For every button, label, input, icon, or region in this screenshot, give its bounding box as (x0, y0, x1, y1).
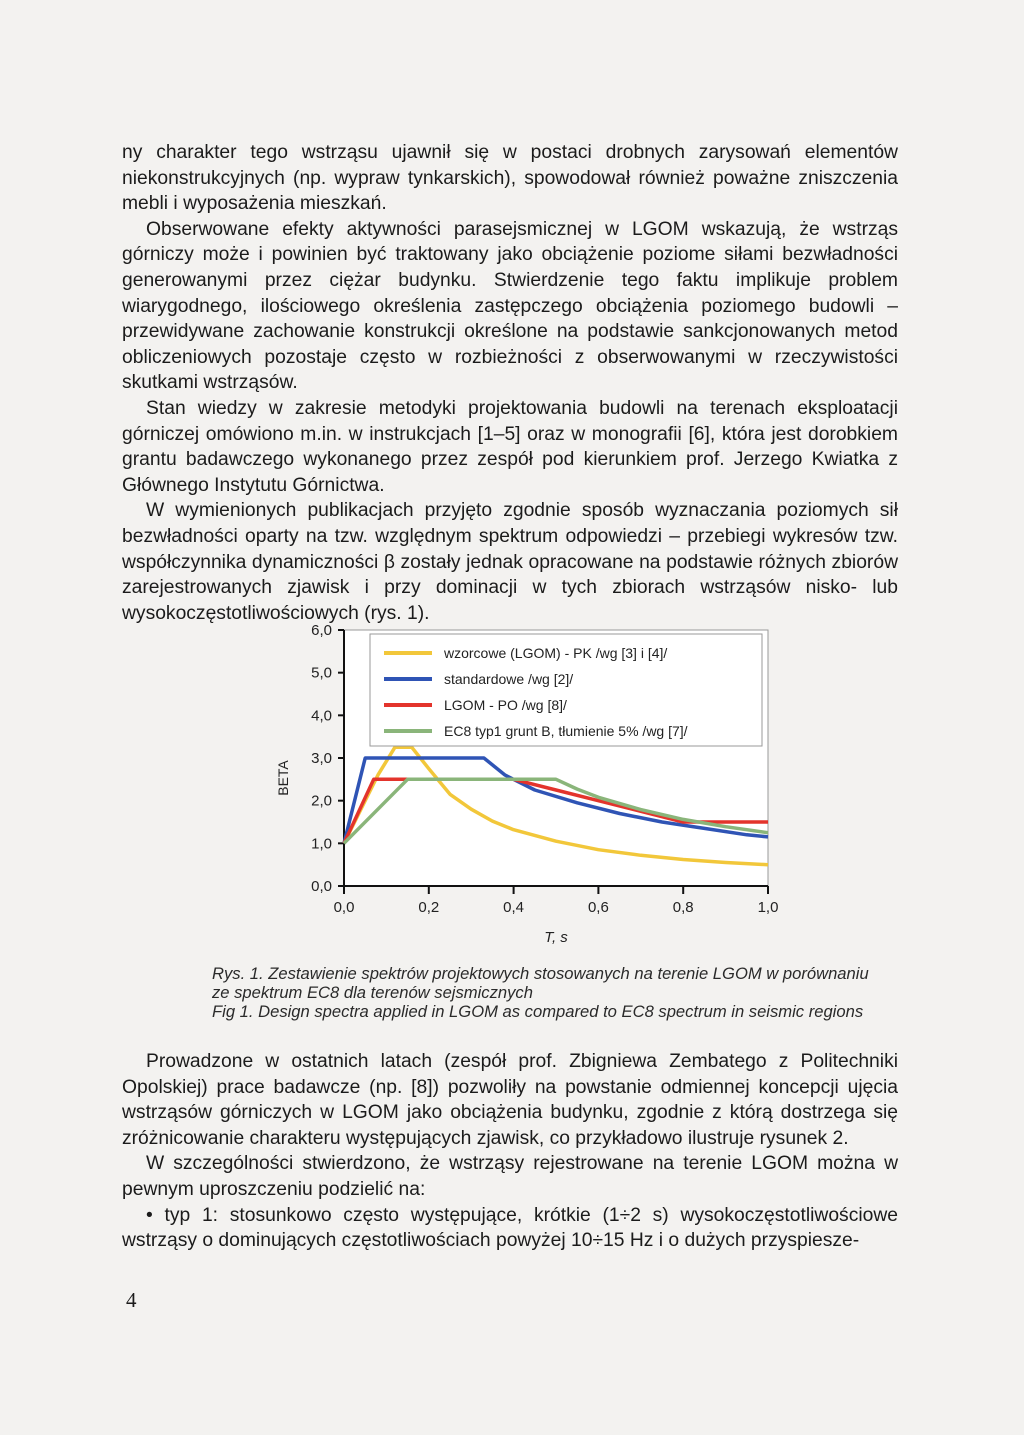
x-tick-label: 1,0 (757, 899, 779, 916)
y-axis-label: BETA (275, 760, 291, 796)
paragraph-1: ny charakter tego wstrząsu ujawnił się w postaci drobnych zarysowań elementów niekonstrukcyjnych (np. wypraw tynkarskich), spowodował również poważne zniszczenia mebli i wyposażenia mieszkań. (122, 142, 898, 215)
y-tick-label: 2,0 (311, 792, 332, 810)
body-text-bottom (122, 1049, 898, 1254)
y-tick-label: 5,0 (311, 664, 332, 682)
legend-label: EC8 typ1 grunt B, tłumienie 5% /wg [7]/ (444, 723, 688, 739)
x-tick-label: 0,6 (587, 899, 609, 916)
x-tick-label: 0,2 (418, 899, 440, 916)
y-tick-label: 4,0 (311, 707, 332, 725)
spectra-chart (260, 614, 800, 960)
caption-line-3: Fig 1. Design spectra applied in LGOM as compared to EC8 spectrum in seismic regions (212, 1002, 864, 1021)
figure-caption (212, 964, 912, 1021)
paragraph-2: Obserwowane efekty aktywności parasejsmicznej w LGOM wskazują, że wstrząs górniczy może i powinien być traktowany jako obciążenie poziome siłami bezwładności generowanymi przez ciężar budynku. Stwierdzenie tego faktu implikuje problem wiarygodnego, ilościowego określenia zastępczego obciążenia poziomego budowli – przewidywane zachowanie konstrukcji określone na podstawie sankcjonowanych metod obliczeniowych pozostaje często w rozbieżności z obserwowanymi w rzeczywistości skutkami wstrząsów. (122, 218, 898, 394)
y-tick-label: 6,0 (311, 622, 332, 639)
paragraph-6: W szczególności stwierdzono, że wstrząsy rejestrowane na terenie LGOM można w pewnym uproszczeniu podzielić na: (122, 1153, 898, 1200)
paragraph-5: Prowadzone w ostatnich latach (zespół prof. Zbigniewa Zembatego z Politechniki Opolskiej) prace badawcze (np. [8]) pozwoliły na powstanie odmiennej koncepcji ujęcia wstrząsów górniczych w LGOM jako obciążenia budynku, zgodnie z którą dostrzega się zróżnicowanie charakteru występujących zjawisk, co przykładowo ilustruje rysunek 2. (122, 1051, 898, 1149)
x-tick-label: 0,8 (672, 899, 694, 916)
x-axis-label: T, s (544, 929, 568, 946)
body-text-top (122, 140, 898, 626)
y-tick-label: 0,0 (311, 878, 332, 895)
y-tick-label: 3,0 (311, 750, 332, 767)
caption-line-2: ze spektrum EC8 dla terenów sejsmicznych (212, 983, 533, 1002)
legend-label: wzorcowe (LGOM) - PK /wg [3] i [4]/ (444, 645, 668, 661)
x-tick-label: 0,4 (503, 899, 525, 916)
x-tick-label: 0,0 (333, 899, 355, 916)
figure-spectra (260, 614, 800, 960)
y-tick-label: 1,0 (311, 835, 332, 853)
page-number: 4 (126, 1288, 137, 1312)
caption-line-1: Rys. 1. Zestawienie spektrów projektowych stosowanych na terenie LGOM w porównaniu (212, 964, 869, 983)
legend-label: LGOM - PO /wg [8]/ (444, 697, 567, 713)
paragraph-3: Stan wiedzy w zakresie metodyki projektowania budowli na terenach eksploatacji górniczej omówiono m.in. w instrukcjach [1–5] oraz w monografii [6], która jest dorobkiem grantu badawczego wykonanego przez zespół pod kierunkiem prof. Jerzego Kwiatka z Głównego Instytutu Górnictwa. (122, 397, 898, 496)
bullet-item-type-1: • typ 1: stosunkowo często występujące, krótkie (1÷2 s) wysokoczęstotliwościowe wstrząsy o dominujących częstotliwościach powyżej 10÷15 Hz i o dużych przyspiesze- (122, 1204, 898, 1252)
legend-label: standardowe /wg [2]/ (444, 671, 574, 687)
paragraph-4: W wymienionych publikacjach przyjęto zgodnie sposób wyznaczania poziomych sił bezwładności oparty na tzw. względnym spektrum odpowiedzi – przebiegi wykresów tzw. współczynnika dynamiczności β zostały jednak opracowane na podstawie różnych zbiorów zarejestrowanych zjawisk i przy dominacji w tych zbiorach wstrząsów nisko- lub wysokoczęstotliwościowych (rys. 1). (122, 500, 898, 624)
